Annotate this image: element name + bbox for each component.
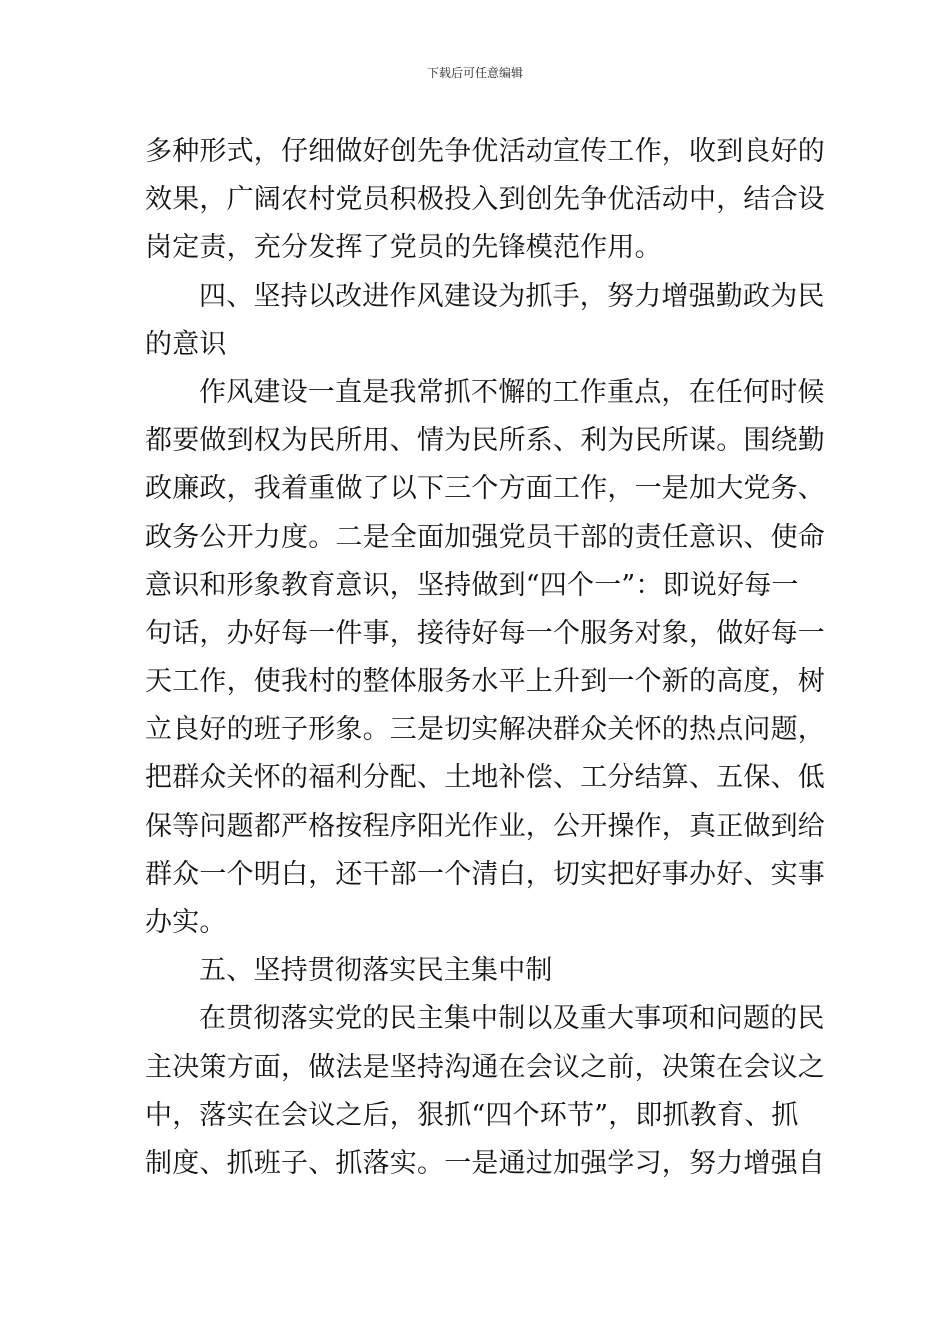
text-line: 保等问题都严格按程序阳光作业，公开操作，真正做到给 [145, 810, 825, 842]
text-line: 天工作，使我村的整体服务水平上升到一个新的高度，树 [145, 666, 825, 698]
text-line: 政务公开力度。二是全面加强党员干部的责任意识、使命 [145, 521, 825, 553]
text-line: 岗定责，充分发挥了党员的先锋模范作用。 [145, 232, 662, 264]
text-line: 把群众关怀的福利分配、土地补偿、工分结算、五保、低 [145, 762, 825, 794]
text-line: 立良好的班子形象。三是切实解决群众关怀的热点问题， [145, 714, 825, 746]
text-line: 政廉政，我着重做了以下三个方面工作，一是加大党务、 [145, 473, 825, 505]
text-line: 句话，办好每一件事，接待好每一个服务对象，做好每一 [145, 617, 825, 649]
text-line: 效果，广阔农村党员积极投入到创先争优活动中，结合设 [145, 184, 825, 216]
text-line: 中，落实在会议之后，狠抓“四个环节”，即抓教育、抓 [145, 1099, 799, 1131]
paragraph-start: 在贯彻落实党的民主集中制以及重大事项和问题的民 [199, 1003, 825, 1035]
section-heading: 四、坚持以改进作风建设为抓手，努力增强勤政为民 [199, 280, 825, 312]
text-line: 主决策方面，做法是坚持沟通在会议之前，决策在会议之 [145, 1051, 825, 1083]
document-body [145, 128, 825, 1188]
text-line: 都要做到权为民所用、情为民所系、利为民所谋。围绕勤 [145, 425, 825, 457]
paragraph-start: 作风建设一直是我常抓不懈的工作重点，在任何时候 [199, 376, 825, 408]
text-line: 办实。 [145, 907, 227, 938]
section-heading-continued: 的意识 [145, 328, 227, 360]
text-line: 意识和形象教育意识，坚持做到“四个一”：即说好每一 [145, 569, 799, 601]
page-header: 下载后可任意编辑 [426, 66, 523, 80]
text-line: 多种形式，仔细做好创先争优活动宣传工作，收到良好的 [145, 136, 825, 167]
text-line: 群众一个明白，还干部一个清白，切实把好事办好、实事 [145, 858, 825, 890]
section-heading: 五、坚持贯彻落实民主集中制 [199, 955, 553, 987]
text-line: 制度、抓班子、抓落实。一是通过加强学习，努力增强自 [145, 1147, 825, 1179]
